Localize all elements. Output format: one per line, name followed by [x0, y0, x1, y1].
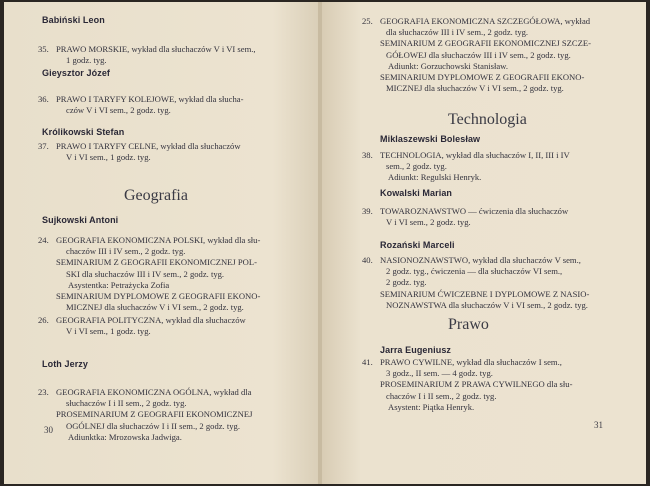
course-line: Adiunkt: Gorzuchowski Stanisław. [388, 60, 508, 71]
left-page [4, 2, 320, 484]
course-line: MICZNEJ dla słuchaczów V i VI sem., 2 godz. tyg. [386, 83, 564, 94]
course-line: Asystentka: Petrażycka Zofia [68, 279, 170, 290]
course-line: SEMINARIUM ĆWICZEBNE I DYPLOMOWE Z NASIO- [380, 288, 590, 299]
course-line: SEMINARIUM DYPLOMOWE Z GEOGRAFII EKONO- [56, 291, 261, 302]
course-line: chaczów III i IV sem., 2 godz. tyg. [66, 246, 186, 257]
course-number: 23. [38, 387, 49, 397]
right-page [322, 2, 646, 484]
course-line: 2 godz. tyg. [386, 277, 427, 288]
course-line: V i VI sem., 2 godz. tyg. [386, 217, 471, 228]
course-entry [362, 150, 570, 184]
course-line: 1 godz. tyg. [66, 55, 107, 66]
course-line: 2 godz. tyg., ćwiczenia — dla słuchaczów VI sem., [386, 266, 563, 277]
course-line: PROSEMINARIUM Z GEOGRAFII EKONOMICZNEJ [56, 409, 253, 420]
course-line: GEOGRAFIA EKONOMICZNA SZCZEGÓŁOWA, wykład [380, 16, 591, 26]
course-line: GEOGRAFIA EKONOMICZNA OGÓLNA, wykład dla [56, 387, 252, 397]
course-line: V i VI sem., 1 godz. tyg. [66, 326, 151, 337]
course-line: czów V i VI sem., 2 godz. tyg. [66, 105, 171, 116]
course-entry [362, 255, 589, 311]
course-line: GEOGRAFIA POLITYCZNA, wykład dla słuchaczów [56, 315, 246, 325]
course-line: słuchaczów I i II sem., 2 godz. tyg. [66, 398, 187, 409]
course-line: GEOGRAFIA EKONOMICZNA POLSKI, wykład dla słu- [56, 235, 261, 245]
course-entry [362, 16, 591, 94]
course-line: SEMINARIUM DYPLOMOWE Z GEOGRAFII EKONO- [380, 72, 585, 83]
course-entry [362, 357, 572, 413]
lecturer-name: Loth Jerzy [42, 359, 89, 369]
course-line: TOWAROZNAWSTWO — ćwiczenia dla słuchaczów [380, 206, 569, 216]
course-line: SEMINARIUM Z GEOGRAFII EKONOMICZNEJ POL- [56, 257, 257, 268]
course-number: 35. [38, 44, 49, 54]
course-number: 38. [362, 150, 373, 160]
course-line: TECHNOLOGIA, wykład dla słuchaczów I, II, III i IV [380, 150, 570, 160]
course-entry [38, 44, 256, 66]
course-number: 40. [362, 255, 373, 265]
course-number: 25. [362, 16, 373, 26]
course-number: 24. [38, 235, 49, 245]
course-line: PRAWO CYWILNE, wykład dla słuchaczów I sem., [380, 357, 562, 367]
course-number: 26. [38, 315, 49, 325]
section-heading: Geografia [124, 187, 188, 204]
course-line: SKI dla słuchaczów III i IV sem., 2 godz. tyg. [66, 268, 225, 279]
book-spread [4, 2, 646, 484]
lecturer-name: Miklaszewski Bolesław [380, 134, 481, 144]
course-entry [38, 141, 241, 163]
course-line: chaczów I i II sem., 2 godz. tyg. [386, 390, 497, 401]
course-line: 3 godz., II sem. — 4 godz. tyg. [386, 368, 493, 379]
course-line: Adiunktka: Mrozowska Jadwiga. [68, 431, 182, 442]
course-line: MICZNEJ dla słuchaczów V i VI sem., 2 godz. tyg. [66, 302, 244, 313]
lecturer-name: Babiński Leon [42, 15, 105, 25]
course-line: PRAWO I TARYFY CELNE, wykład dla słuchaczów [56, 141, 241, 151]
course-line: Adiunkt: Regulski Henryk. [388, 172, 482, 183]
page-number-right: 31 [594, 420, 603, 430]
course-line: Asystent: Piątka Henryk. [388, 401, 475, 412]
lecturer-name: Rozański Marceli [380, 240, 455, 250]
course-number: 41. [362, 357, 373, 367]
course-entry [38, 94, 243, 116]
course-entry [362, 206, 568, 228]
course-entry [38, 315, 246, 337]
section-heading: Technologia [448, 111, 527, 128]
course-line: PRAWO MORSKIE, wykład dla słuchaczów V i VI sem., [56, 44, 256, 54]
course-line: V i VI sem., 1 godz. tyg. [66, 152, 151, 163]
lecturer-name: Królikowski Stefan [42, 127, 125, 137]
course-line: GÓŁOWEJ dla słuchaczów III i IV sem., 2 godz. tyg. [386, 49, 571, 60]
course-line: sem., 2 godz. tyg. [386, 161, 447, 172]
course-line: NOZNAWSTWA dla słuchaczów V i VI sem., 2 godz. tyg. [386, 299, 588, 310]
course-line: OGÓLNEJ dla słuchaczów I i II sem., 2 godz. tyg. [66, 420, 240, 431]
lecturer-name: Sujkowski Antoni [42, 215, 119, 225]
section-heading: Prawo [448, 316, 489, 333]
lecturer-name: Gieysztor Józef [42, 68, 111, 78]
course-entry [38, 235, 260, 313]
course-entry [38, 387, 252, 443]
page-number-left: 30 [44, 425, 53, 435]
course-line: NASIONOZNAWSTWO, wykład dla słuchaczów V sem., [380, 255, 581, 265]
course-line: dla słuchaczów III i IV sem., 2 godz. tyg. [386, 27, 529, 38]
course-number: 37. [38, 141, 49, 151]
lecturer-name: Kowalski Marian [380, 188, 453, 198]
course-line: SEMINARIUM Z GEOGRAFII EKONOMICZNEJ SZCZE- [380, 38, 592, 49]
course-line: PROSEMINARIUM Z PRAWA CYWILNEGO dla słu- [380, 379, 573, 390]
course-line: PRAWO I TARYFY KOLEJOWE, wykład dla słucha- [56, 94, 244, 104]
course-number: 39. [362, 206, 373, 216]
course-number: 36. [38, 94, 49, 104]
lecturer-name: Jarra Eugeniusz [380, 345, 452, 355]
